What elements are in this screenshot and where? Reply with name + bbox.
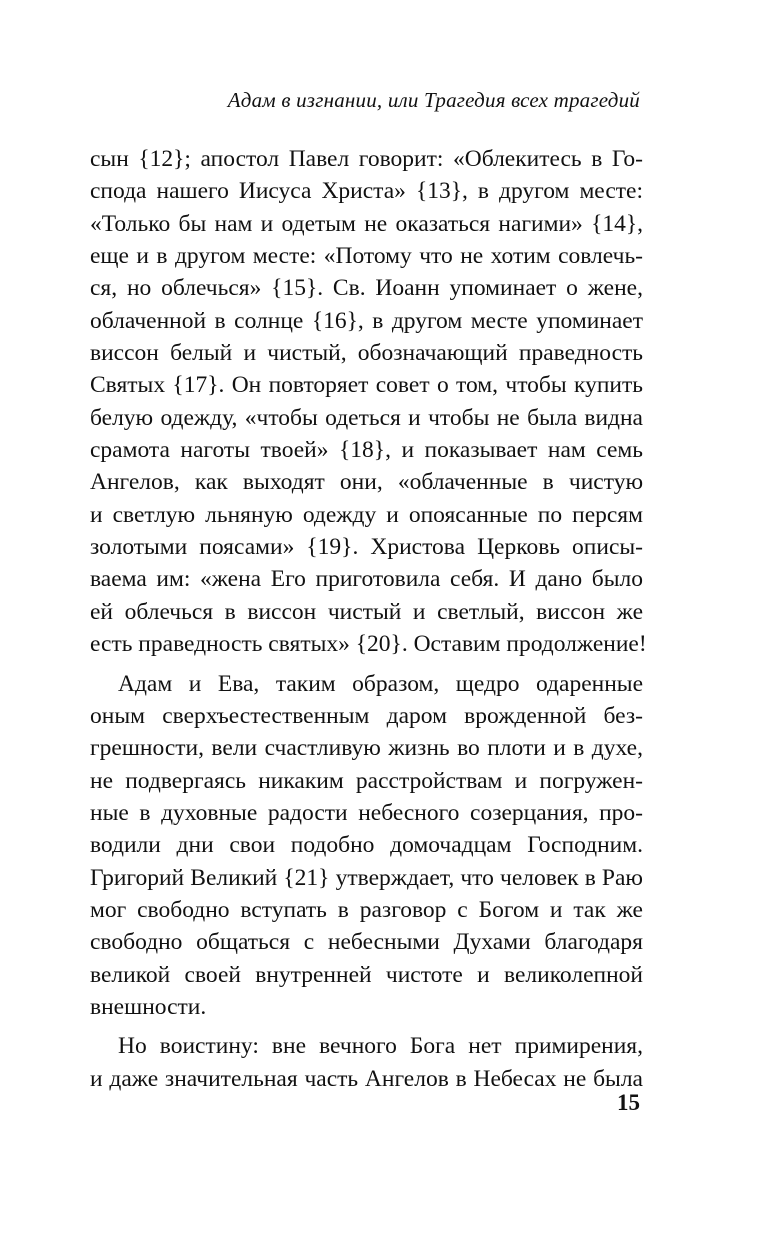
paragraph [90, 668, 643, 1024]
text-line: облаченной в солнце {16}, в другом месте упоминает [90, 307, 643, 334]
text-line: внешности. [90, 993, 207, 1020]
text-line: ся, но облечься» {15}. Св. Иоанн упоминает о жене, [90, 275, 643, 302]
running-head: Адам в изгнании, или Трагедия всех трагедий [227, 88, 640, 112]
text-line: великой своей внутренней чистоте и великолепной [90, 961, 643, 988]
paragraph [90, 1030, 643, 1095]
text-line: и светлую льняную одежду и опоясанные по персям [90, 501, 643, 528]
text-line: грешности, вели счастливую жизнь во плоти и в духе, [90, 735, 643, 762]
text-line: виссон белый и чистый, обозначающий праведность [90, 340, 643, 367]
text-line: Адам и Ева, таким образом, щедро одаренные [118, 670, 643, 697]
text-line: ваема им: «жена Его приготовила себя. И дано было [90, 566, 643, 593]
paragraph [90, 143, 647, 661]
text-line: сын {12}; апостол Павел говорит: «Облекитесь в Го- [90, 146, 643, 172]
text-line: водили дни свои подобно домочадцам Господним. [90, 832, 643, 859]
text-line: спода нашего Иисуса Христа» {13}, в другом месте: [90, 178, 643, 205]
text-line: не подвергаясь никаким расстройствам и погружен- [90, 767, 643, 794]
text-line: срамота наготы твоей» {18}, и показывает нам семь [90, 437, 643, 464]
text-line: Святых {17}. Он повторяет совет о том, чтобы купить [90, 372, 643, 399]
text-line: ные в духовные радости небесного созерцания, про- [90, 799, 643, 826]
text-line: Ангелов, как выходят они, «облаченные в чистую [90, 469, 643, 496]
text-line: есть праведность святых» {20}. Оставим продолжение! [90, 631, 647, 658]
text-line: Но воистину: вне вечного Бога нет примирения, [118, 1033, 643, 1060]
text-line: ей облечься в виссон чистый и светлый, виссон же [90, 598, 643, 625]
text-line: оным сверхъестественным даром врожденной без- [90, 702, 643, 729]
text-line: еще и в другом месте: «Потому что не хотим совлечь- [90, 243, 643, 270]
text-line: белую одежду, «чтобы одеться и чтобы не была видна [90, 404, 643, 431]
text-line: Григорий Великий {21} утверждает, что человек в Раю [90, 864, 643, 891]
text-line: «Только бы нам и одетым не оказаться нагими» {14}, [90, 210, 643, 237]
page-number: 15 [617, 1090, 640, 1115]
text-line: золотыми поясами» {19}. Христова Церковь описы- [90, 534, 643, 561]
text-line: и даже значительная часть Ангелов в Небесах не была [90, 1065, 643, 1092]
text-line: свободно общаться с небесными Духами благодаря [90, 929, 643, 956]
text-line: мог свободно вступать в разговор с Богом и так же [90, 896, 643, 923]
body-text [90, 143, 647, 1095]
